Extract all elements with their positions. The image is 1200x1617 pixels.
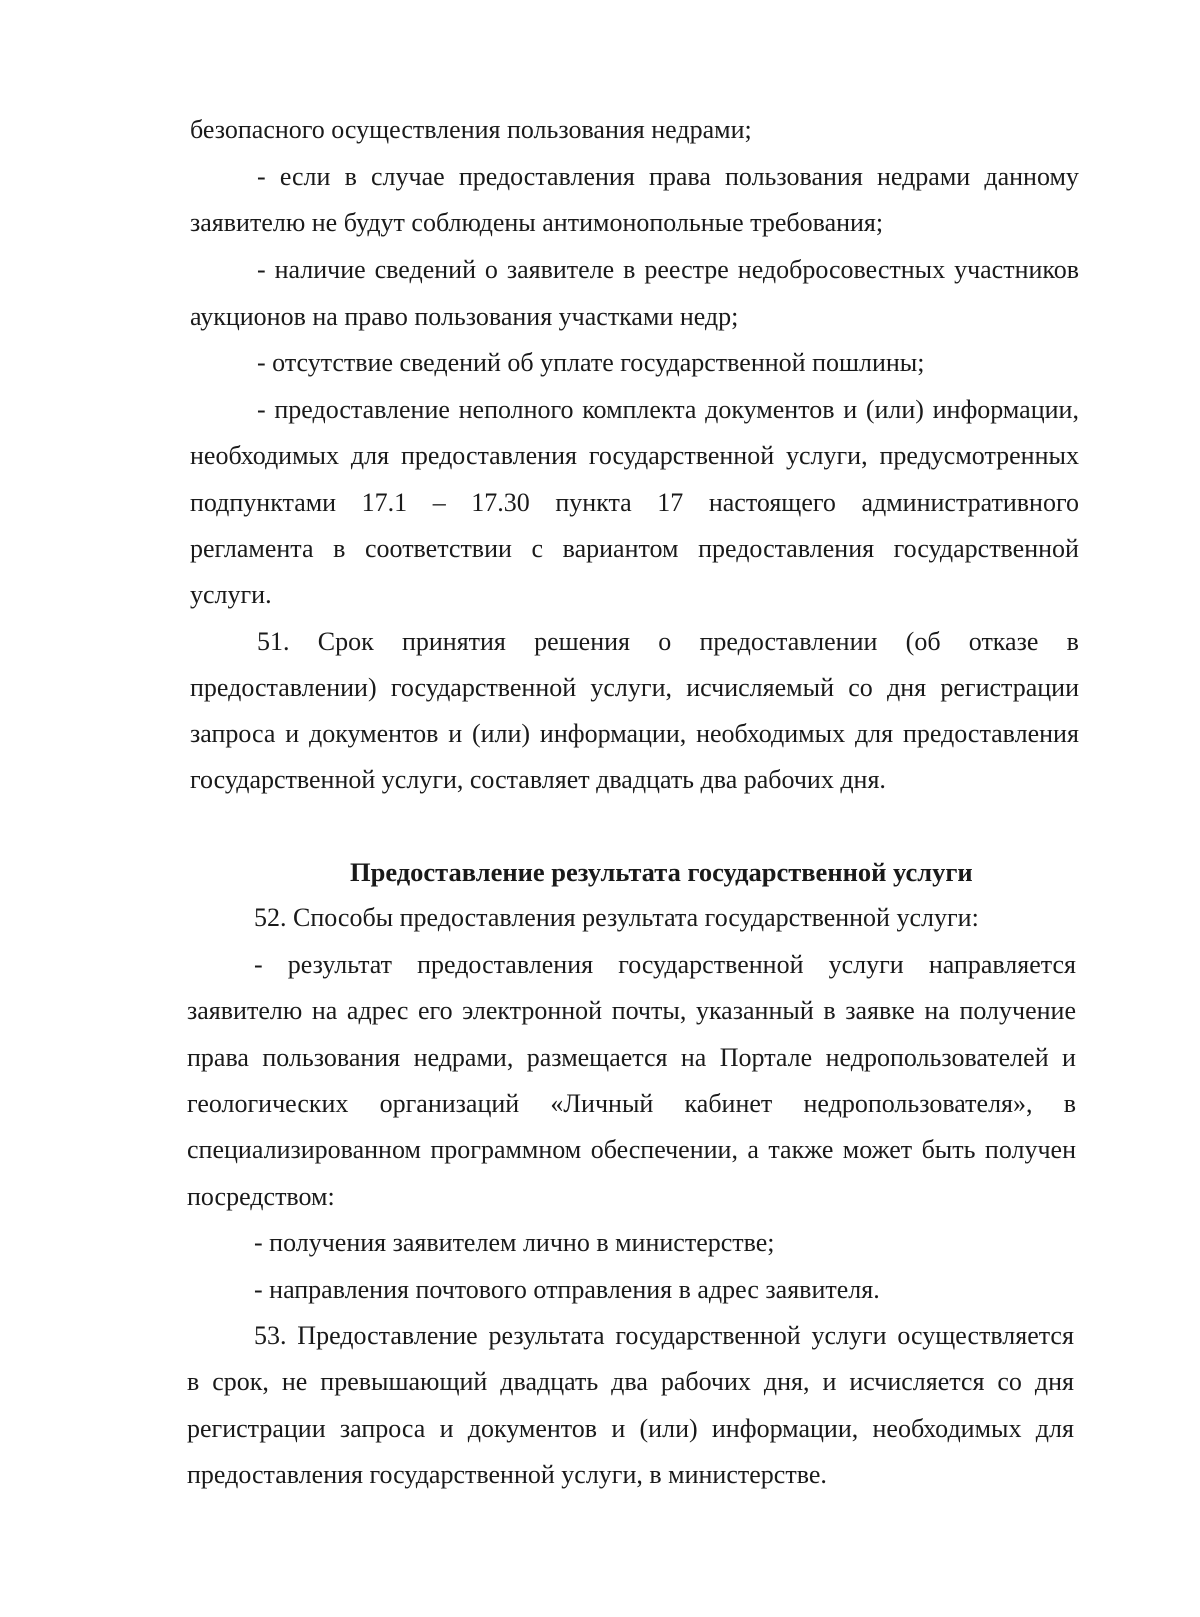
text-line: государственной услуги, составляет двадцать два рабочих дня.: [190, 765, 886, 794]
word: комплекта: [582, 395, 697, 424]
word: рабочих: [660, 1367, 751, 1396]
word: права: [187, 1043, 249, 1072]
word: специализированном: [187, 1135, 421, 1164]
word: для: [1035, 1414, 1074, 1443]
word: в: [623, 255, 636, 284]
word: пункта: [555, 488, 632, 517]
word: кабинет: [684, 1089, 773, 1118]
word: в: [187, 1367, 200, 1396]
text-line-justified: [257, 162, 1079, 192]
word: Предоставление: [297, 1321, 478, 1350]
word: исчисляется: [849, 1367, 985, 1396]
text-line-justified: [257, 627, 1079, 657]
word: 17.1: [361, 488, 408, 517]
word: запроса: [190, 719, 276, 748]
word: дня: [1034, 1367, 1074, 1396]
word: -: [254, 950, 263, 979]
word: государственной: [615, 1321, 801, 1350]
text-line: 52. Способы предоставления результата государственной услуги:: [254, 903, 979, 932]
word: сведений: [374, 255, 476, 284]
word: почты,: [611, 996, 687, 1025]
word: услуги,: [590, 673, 672, 702]
word: и: [439, 1414, 454, 1443]
word: «Личный: [550, 1089, 654, 1118]
word: указанный: [695, 996, 814, 1025]
word: административного: [861, 488, 1079, 517]
word: электронной: [462, 996, 603, 1025]
text-line: посредством:: [187, 1182, 335, 1211]
word: неполного: [458, 395, 574, 424]
text-line-justified: [254, 1321, 1074, 1351]
text-line: услуги.: [190, 580, 272, 609]
word: регистрации: [187, 1414, 326, 1443]
word: государственной: [893, 534, 1079, 563]
word: необходимых: [190, 441, 340, 470]
word: может: [842, 1135, 913, 1164]
word: дня: [887, 673, 927, 702]
word: услуги,: [786, 441, 868, 470]
word: государственной: [618, 950, 804, 979]
word: предусмотренных: [879, 441, 1079, 470]
word: результата: [488, 1321, 605, 1350]
word: -: [257, 395, 266, 424]
text-line-justified: [257, 395, 1079, 425]
word: регистрации: [940, 673, 1079, 702]
word: предоставления: [458, 162, 635, 191]
word: обеспечении,: [590, 1135, 738, 1164]
text-line-justified: [187, 996, 1076, 1026]
word: со: [848, 673, 873, 702]
word: отказе: [968, 627, 1039, 656]
word: о: [484, 255, 498, 284]
word: необходимых: [872, 1414, 1022, 1443]
word: 17: [657, 488, 684, 517]
word: 17.30: [471, 488, 530, 517]
word: документов: [309, 719, 439, 748]
word: исчисляемый: [686, 673, 834, 702]
word: не: [281, 1367, 308, 1396]
word: пользования: [262, 1043, 401, 1072]
word: подпунктами: [190, 488, 337, 517]
word: его: [418, 996, 453, 1025]
word: заявителе: [506, 255, 615, 284]
word: в: [333, 534, 346, 563]
text-line: заявителю не будут соблюдены антимонопольные требования;: [190, 208, 884, 237]
text-line: - получения заявителем лично в министерстве;: [254, 1228, 775, 1257]
text-line: - отсутствие сведений об уплате государственной пошлины;: [257, 348, 925, 377]
text-line-justified: [187, 1367, 1074, 1397]
text-line-justified: [257, 255, 1079, 285]
word: случае: [371, 162, 445, 191]
word: недобросовестных: [737, 255, 946, 284]
word: недропользователя»,: [803, 1089, 1033, 1118]
word: дня,: [763, 1367, 810, 1396]
word: с: [531, 534, 544, 563]
word: документов: [705, 395, 835, 424]
word: и: [1062, 1043, 1076, 1072]
word: предоставлении): [190, 673, 377, 702]
word: размещается: [526, 1043, 668, 1072]
word: Срок: [317, 627, 374, 656]
word: предоставления: [400, 441, 577, 470]
word: заявке: [845, 996, 915, 1025]
word: получение: [959, 996, 1076, 1025]
word: (или): [639, 1414, 698, 1443]
word: данному: [984, 162, 1079, 191]
word: получен: [984, 1135, 1076, 1164]
word: также: [768, 1135, 834, 1164]
word: и: [843, 395, 858, 424]
text-line-justified: [190, 534, 1079, 564]
word: два: [611, 1367, 648, 1396]
word: недрами: [876, 162, 971, 191]
word: 53.: [254, 1321, 287, 1350]
text-line: - направления почтового отправления в адрес заявителя.: [254, 1275, 880, 1304]
text-line-justified: [190, 719, 1079, 749]
text-line-justified: [254, 950, 1076, 980]
word: а: [747, 1135, 759, 1164]
text-line-justified: [187, 1414, 1074, 1444]
text-line: предоставления государственной услуги, в министерстве.: [187, 1460, 827, 1489]
word: недрами,: [413, 1043, 514, 1072]
word: двадцать: [500, 1367, 599, 1396]
text-line-justified: [190, 673, 1079, 703]
word: заявителю: [187, 996, 303, 1025]
word: предоставления: [698, 534, 875, 563]
word: реестре: [644, 255, 729, 284]
word: права: [648, 162, 711, 191]
word: настоящего: [708, 488, 836, 517]
word: если: [279, 162, 331, 191]
word: (или): [865, 395, 924, 424]
word: со: [997, 1367, 1022, 1396]
word: организаций: [379, 1089, 520, 1118]
word: и: [822, 1367, 837, 1396]
text-line: безопасного осуществления пользования недрами;: [190, 115, 752, 144]
word: срок,: [212, 1367, 269, 1396]
word: информации,: [539, 719, 687, 748]
word: программном: [430, 1135, 582, 1164]
word: предоставлении: [699, 627, 878, 656]
text-line-justified: [190, 488, 1079, 518]
word: быть: [921, 1135, 976, 1164]
word: регламента: [190, 534, 314, 563]
word: информации,: [932, 395, 1079, 424]
word: о: [658, 627, 672, 656]
word: Портале: [719, 1043, 813, 1072]
word: направляется: [928, 950, 1076, 979]
word: (об: [905, 627, 941, 656]
word: необходимых: [696, 719, 846, 748]
word: и: [611, 1414, 626, 1443]
word: информации,: [711, 1414, 859, 1443]
section-heading: Предоставление результата государственной услуги: [350, 857, 973, 887]
word: соответствии: [365, 534, 512, 563]
word: в: [1066, 627, 1079, 656]
word: запроса: [339, 1414, 426, 1443]
word: предоставление: [274, 395, 450, 424]
word: государственной: [390, 673, 577, 702]
word: принятия: [401, 627, 506, 656]
word: услуги: [828, 950, 904, 979]
word: 51.: [257, 627, 290, 656]
word: пользования: [725, 162, 863, 191]
word: наличие: [274, 255, 366, 284]
word: геологических: [187, 1089, 349, 1118]
word: (или): [471, 719, 531, 748]
word: вариантом: [562, 534, 679, 563]
text-line-justified: [187, 1135, 1076, 1165]
text-line-justified: [187, 1043, 1076, 1073]
word: государственной: [588, 441, 775, 470]
word: адрес: [346, 996, 409, 1025]
text-line-justified: [187, 1089, 1076, 1119]
word: решения: [534, 627, 631, 656]
word: для: [854, 719, 894, 748]
word: документов: [467, 1414, 598, 1443]
word: на: [680, 1043, 707, 1072]
word: в: [1063, 1089, 1076, 1118]
word: превышающий: [320, 1367, 488, 1396]
word: в: [823, 996, 836, 1025]
word: -: [257, 255, 266, 284]
word: в: [344, 162, 357, 191]
word: на: [924, 996, 950, 1025]
word: и: [448, 719, 463, 748]
word: услуги: [811, 1321, 887, 1350]
word: осуществляется: [897, 1321, 1074, 1350]
word: для: [350, 441, 390, 470]
word: предоставления: [417, 950, 594, 979]
text-line-justified: [190, 441, 1079, 471]
word: -: [257, 162, 266, 191]
word: на: [311, 996, 338, 1025]
word: и: [285, 719, 300, 748]
word: участников: [954, 255, 1079, 284]
word: результат: [287, 950, 392, 979]
word: предоставления: [902, 719, 1079, 748]
word: недропользователей: [825, 1043, 1049, 1072]
word: –: [432, 488, 446, 517]
text-line: аукционов на право пользования участками недр;: [190, 302, 739, 331]
